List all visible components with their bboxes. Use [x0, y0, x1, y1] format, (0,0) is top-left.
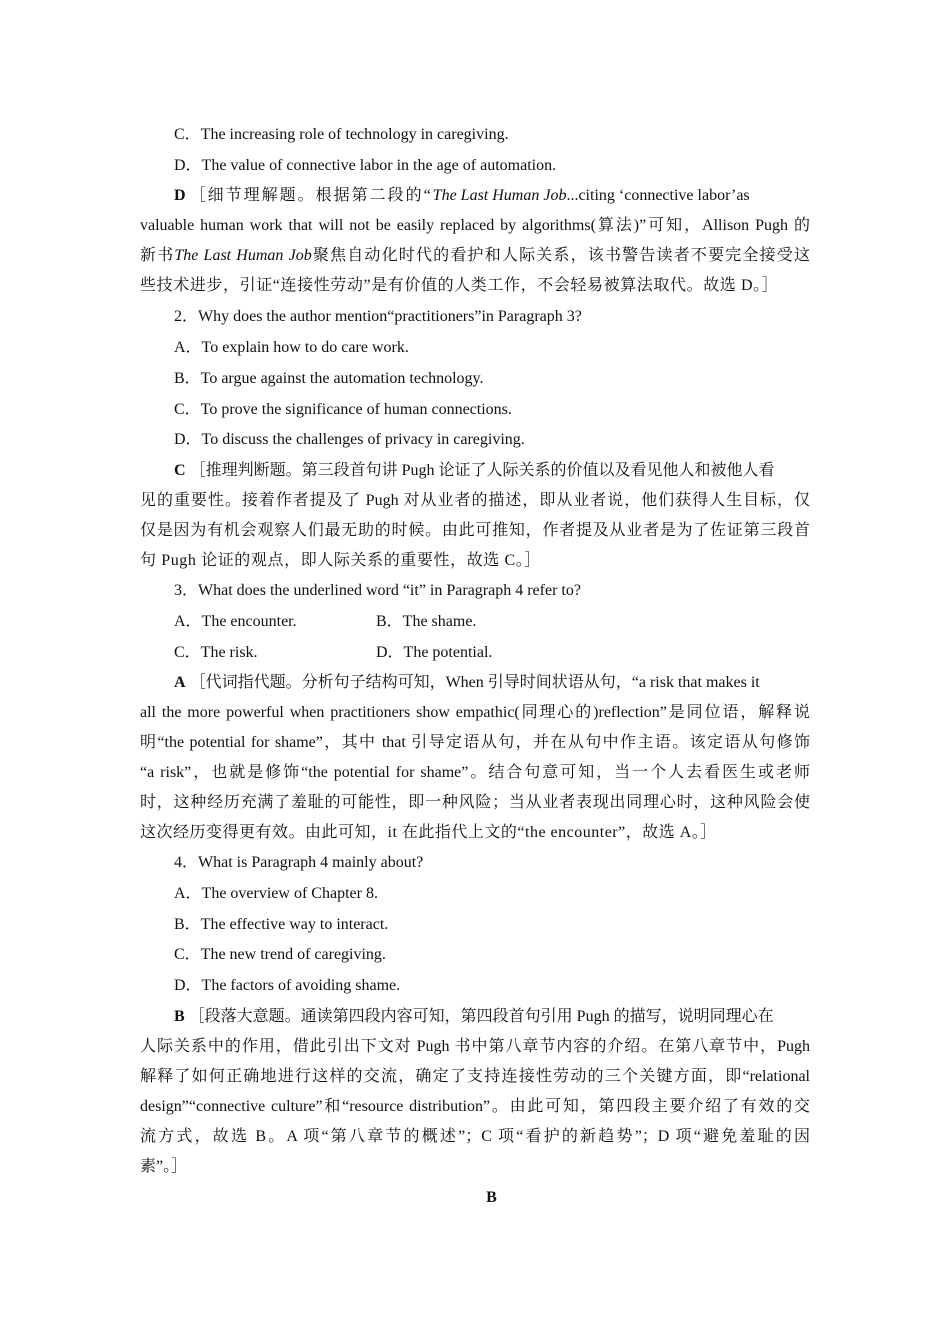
- q1-explanation-line-3: 新书The Last Human Job聚焦自动化时代的看护和人际关系，该书警告读者不要完全接受这: [140, 247, 810, 264]
- q2-option-d: D．To discuss the challenges of privacy in caregiving.: [174, 431, 525, 448]
- q2-explanation-line-3: 仅是因为有机会观察人们最无助的时候。由此可推知，作者提及从业者是为了佐证第三段首: [140, 522, 810, 539]
- q1-explanation-line-1: D ［细节理解题。根据第二段的“The Last Human Job...citing ‘connective labor’as: [174, 187, 750, 204]
- q2-option-b: B．To argue against the automation technology.: [174, 370, 484, 387]
- q4-explanation-line-3: 解释了如何正确地进行这样的交流，确定了支持连接性劳动的三个关键方面，即“relational: [140, 1068, 810, 1085]
- q3-explanation-line-3: 明“the potential for shame”，其中 that 引导定语从句，并在从句中作主语。该定语从句修饰: [140, 734, 810, 751]
- q4-explanation-line-5: 流方式，故选 B。A 项“第八章节的概述”；C 项“看护的新趋势”；D 项“避免羞耻的因: [140, 1128, 810, 1145]
- q3-option-c: C．The risk.: [174, 644, 258, 661]
- q3-option-d: D．The potential.: [376, 644, 493, 661]
- q3-explanation-line-2: all the more powerful when practitioners show empathic(同理心的)reflection”是同位语，解释说: [140, 704, 810, 721]
- q3-option-b: B．The shame.: [376, 613, 477, 630]
- q2-explanation-line-2: 见的重要性。接着作者提及了 Pugh 对从业者的描述，即从业者说，他们获得人生目标，仅: [140, 492, 810, 509]
- q3-option-a: A．The encounter.: [174, 613, 297, 630]
- q2-option-c: C．To prove the significance of human connections.: [174, 401, 512, 418]
- q3-options-row-2: [174, 643, 844, 663]
- q2-explanation-line-4: 句 Pugh 论证的观点，即人际关系的重要性，故选 C。］: [140, 552, 541, 569]
- q2-answer: C: [174, 462, 186, 479]
- q3-explanation-line-5: 时，这种经历充满了羞耻的可能性，即一种风险；当从业者表现出同理心时，这种风险会使: [140, 794, 810, 811]
- q1-explanation-line-2: valuable human work that will not be easily replaced by algorithms(算法)”可知，Allison Pugh 的: [140, 217, 810, 234]
- q4-question: 4．What is Paragraph 4 mainly about?: [174, 854, 424, 871]
- q1-option-c: C．The increasing role of technology in caregiving.: [174, 126, 509, 143]
- q4-option-a: A．The overview of Chapter 8.: [174, 885, 378, 902]
- q4-option-b: B．The effective way to interact.: [174, 916, 389, 933]
- q3-question: 3．What does the underlined word “it” in Paragraph 4 refer to?: [174, 582, 581, 599]
- q4-answer: B: [174, 1008, 185, 1025]
- q1-option-d: D．The value of connective labor in the age of automation.: [174, 157, 557, 174]
- q4-option-d: D．The factors of avoiding shame.: [174, 977, 401, 994]
- q3-options-row-1: [174, 612, 844, 632]
- q4-explanation-line-4: design”“connective culture”和“resource distribution”。由此可知，第四段主要介绍了有效的交: [140, 1098, 810, 1115]
- q2-option-a: A．To explain how to do care work.: [174, 339, 409, 356]
- q3-explanation-line-6: 这次经历变得更有效。由此可知，it 在此指代上文的“the encounter”，故选 A。］: [140, 824, 717, 841]
- q3-explanation-line-4: “a risk”，也就是修饰“the potential for shame”。结合句意可知，当一个人去看医生或老师: [140, 764, 810, 781]
- section-label: B: [486, 1189, 497, 1206]
- q1-answer: D: [174, 187, 186, 204]
- q3-explanation-line-1: A ［代词指代题。分析句子结构可知，When 引导时间状语从句，“a risk that makes it: [174, 674, 760, 691]
- q3-answer: A: [174, 674, 186, 691]
- q4-option-c: C．The new trend of caregiving.: [174, 946, 386, 963]
- q4-explanation-line-1: B ［段落大意题。通读第四段内容可知，第四段首句引用 Pugh 的描写，说明同理心在: [174, 1008, 774, 1025]
- q2-question: 2．Why does the author mention“practitioners”in Paragraph 3?: [174, 308, 582, 325]
- q4-explanation-line-6: 素”。］: [140, 1158, 188, 1175]
- q4-explanation-line-2: 人际关系中的作用，借此引出下文对 Pugh 书中第八章节内容的介绍。在第八章节中，Pugh: [140, 1038, 810, 1055]
- q2-explanation-line-1: C ［推理判断题。第三段首句讲 Pugh 论证了人际关系的价值以及看见他人和被他人看: [174, 462, 775, 479]
- q1-explanation-line-4: 些技术进步，引证“连接性劳动”是有价值的人类工作，不会轻易被算法取代。故选 D。］: [140, 277, 779, 294]
